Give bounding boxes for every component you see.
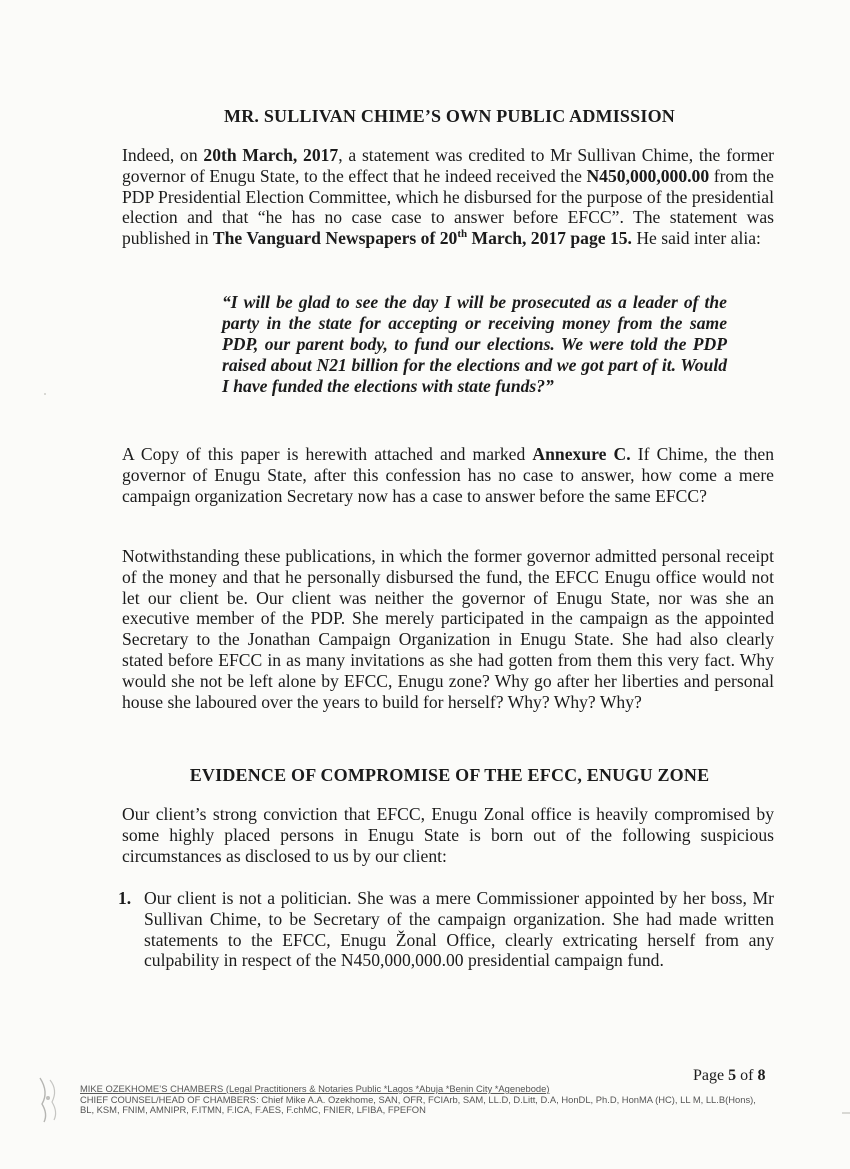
page-current: 5 bbox=[728, 1067, 737, 1084]
page-number bbox=[693, 1067, 765, 1085]
quoted-statement: “I will be glad to see the day I will be prosecuted as a leader of the party in the state for accepting or receiving money from the same PDP, our parent body, to fund our elections. We were told the PDP raised about N21 billion for the elections and we got part of it. Would I have funded the elections with state funds?” bbox=[222, 292, 727, 396]
page-of: of bbox=[736, 1067, 758, 1084]
para2-annexure: Annexure C. bbox=[532, 444, 631, 464]
para1-amount: N450,000,000.00 bbox=[586, 165, 710, 186]
para1-text-1: Indeed, on bbox=[122, 145, 204, 165]
para2-text-1: A Copy of this paper is herewith attached and marked bbox=[122, 444, 533, 464]
paragraph-notwithstanding: Notwithstanding these publications, in which the former governor admitted personal receipt of the money and that he personally disbursed the fund, the EFCC Enugu office would not let our client be. Our client was neither the governor of Enugu State, nor was she an executive member of the PDP. She merely participated in the campaign as the appointed Secretary to the Jonathan Campaign Organization in Enugu State. She had also clearly stated before EFCC in as many invitations as she had gotten from them this very fact. Why would she not be left alone by EFCC, Enugu zone? Why go after her liberties and personal house she laboured over the years to build for herself? Why? Why? Why? bbox=[122, 546, 774, 712]
letterhead-footer bbox=[80, 1084, 840, 1116]
list-number: 1. bbox=[118, 888, 132, 908]
section-heading-evidence: EVIDENCE OF COMPROMISE OF THE EFCC, ENUGU ZONE bbox=[189, 765, 710, 785]
para2-text-2: If Chime, the then governor of Enugu State, after this confession has no case to answer, how come a mere campaign organization Secretary now has a case to answer before the same EFCC? bbox=[122, 444, 774, 506]
footer-credentials-line: BL, KSM, FNIM, AMNIPR, F.ITMN, F.ICA, F.AES, F.chMC, FNIER, LFIBA, FPEFON bbox=[80, 1104, 426, 1116]
footer-chambers-line: MIKE OZEKHOME’S CHAMBERS (Legal Practitioners & Notaries Public *Lagos *Abuja *Benin City *Agenebode) bbox=[80, 1083, 550, 1094]
scan-speck bbox=[44, 393, 46, 395]
paragraph-annexure bbox=[122, 444, 774, 506]
para1-newspaper bbox=[213, 228, 632, 248]
para1-newspaper-sup: th bbox=[457, 228, 468, 241]
para1-date: 20th March, 2017 bbox=[203, 145, 339, 165]
para1-text-4: He said inter alia: bbox=[631, 228, 761, 249]
para1-text-3: from the PDP Presidential Election Committee, which he disbursed for the purpose of the presidential election and that “he has no case case to answer before EFCC”. The statement was published in bbox=[122, 165, 774, 249]
paragraph-statement bbox=[122, 145, 774, 249]
paragraph-conviction: Our client’s strong conviction that EFCC, Enugu Zonal office is heavily compromised by some highly placed persons in Enugu State is born out of the following suspicious circumstances as disclosed to us by our client: bbox=[122, 804, 774, 866]
list-text: Our client is not a politician. She was a mere Commissioner appointed by her boss, Mr Sullivan Chime, to be Secretary of the campaign organization. She had made written statements to the EFCC, Enugu Žonal Office, clearly extricating herself from any culpability in respect of the N450,000,000.00 presidential campaign fund. bbox=[144, 888, 774, 971]
para1-text-2: , a statement was credited to Mr Sullivan Chime, the former governor of Enugu State, to the effect that he indeed received the bbox=[122, 145, 774, 186]
para1-newspaper-end: March, 2017 page 15. bbox=[467, 228, 632, 249]
scan-edge-mark bbox=[842, 1112, 850, 1114]
footer-counsel-line: CHIEF COUNSEL/HEAD OF CHAMBERS: Chief Mike A.A. Ozekhome, SAN, OFR, FCIArb, SAM, LL.D, D.Litt, D.A, HonDL, Ph.D, HonMA (HC), LL M, LL.B(Hons), bbox=[80, 1093, 756, 1105]
chambers-logo-icon bbox=[34, 1074, 64, 1124]
page-label: Page bbox=[693, 1067, 729, 1084]
para1-newspaper-name: The Vanguard Newspapers of 20 bbox=[212, 228, 458, 249]
page-total: 8 bbox=[757, 1067, 766, 1084]
section-heading-public-admission: MR. SULLIVAN CHIME’S OWN PUBLIC ADMISSION bbox=[224, 106, 675, 126]
